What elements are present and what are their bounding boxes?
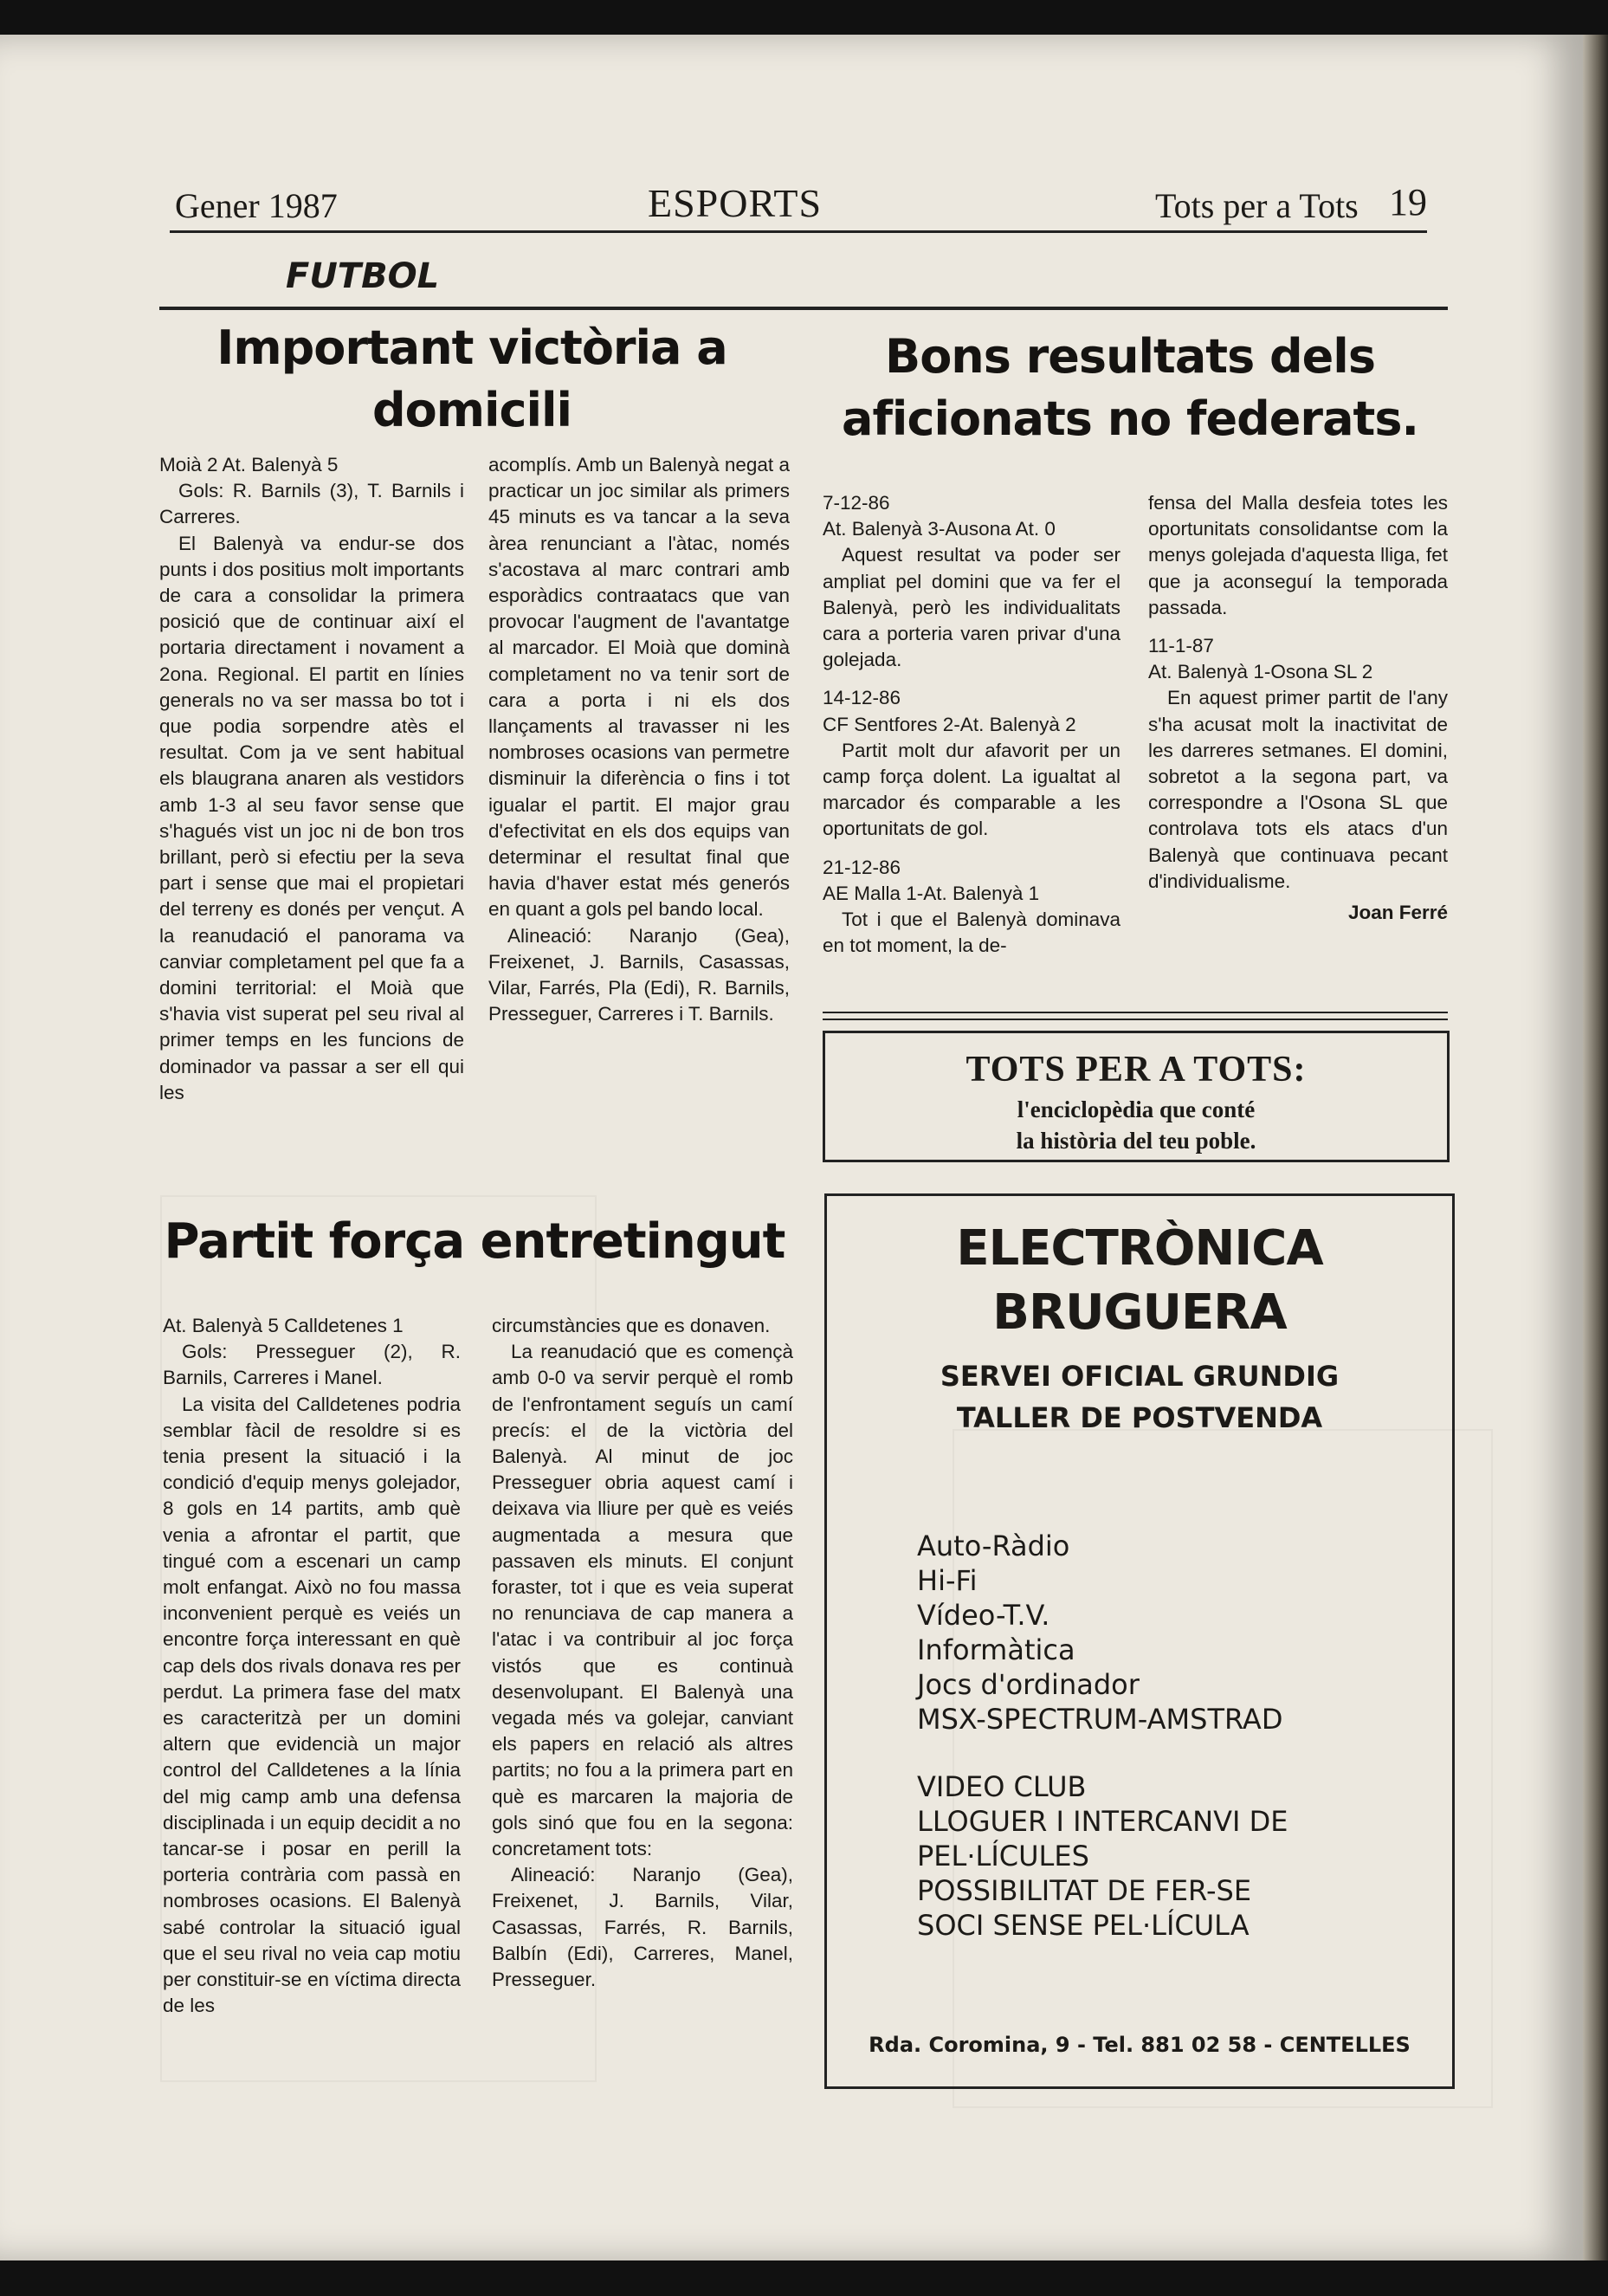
match-date: 21-12-86 [823,856,901,878]
article2-column1 [823,490,1120,959]
goal-scorers: Gols: Presseguer (2), R. Barnils, Carreres i Manel. [163,1341,461,1389]
match-result: At. Balenyà 3-Ausona At. 0 [823,518,1056,540]
article1-headline-line1: Important victòria a [216,320,727,375]
promo-title: TOTS PER A TOTS: [965,1050,1307,1090]
ad-service-item: Hi-Fi [917,1564,978,1597]
match-date: 14-12-86 [823,687,901,709]
article1-column1 [159,452,464,1106]
match-result: AE Malla 1-At. Balenyà 1 [823,882,1040,904]
advertisement-box [824,1193,1455,2089]
match-result: At. Balenyà 1-Osona SL 2 [1148,661,1373,683]
section-kicker: FUTBOL [286,256,440,296]
ad-service-list [917,1529,1452,1737]
ad-service-item: MSX-SPECTRUM-AMSTRAD [917,1703,1283,1736]
ad-subtitle-line1: SERVEI OFICIAL GRUNDIG [940,1360,1340,1393]
match-date: 7-12-86 [823,492,890,514]
ad-service-item: Jocs d'ordinador [917,1668,1140,1701]
ad-service-item: PEL·LÍCULES [917,1840,1089,1872]
article-paragraph: acomplís. Amb un Balenyà negat a practicar un joc similar als primers 45 minuts es va tancar a la seva àrea renunciant a l'àtac, només s'acostava al marc contrari amb esporàdics contraatacs que van provocar l'augment de l'avantatge al marcador. El Moià que dominà completament no va tenir sort de cara a porta i ni els dos llançaments al travasser ni les nombroses ocasions van permetre disminuir la diferència o fins i tot igualar el partit. El major grau d'efectivitat en els dos equips van determinar el resultat final que havia d'haver estat més generós en quant a gols pel bando local. [488,454,790,921]
ad-service-item: POSSIBILITAT DE FER-SE [917,1874,1252,1907]
kicker-rule [159,307,1448,310]
author-signature: Joan Ferré [1347,902,1448,924]
header-rule [170,230,1427,233]
article-paragraph: circumstàncies que es donaven. [492,1315,771,1336]
promo-box [823,1031,1450,1162]
section-title: ESPORTS [648,181,823,225]
ad-service-item: Vídeo-T.V. [917,1599,1050,1632]
article2-headline-line2: aficionats no federats. [842,391,1418,446]
issue-date: Gener 1987 [175,186,338,225]
page-number: 19 [1389,181,1427,223]
promo-line1: l'enciclopèdia que conté [1017,1096,1256,1122]
match-date: 11-1-87 [1148,635,1214,657]
ad-title-line2: BRUGUERA [992,1284,1287,1341]
article-paragraph: El Balenyà va endur-se dos punts i dos positius molt importants de cara a consolidar la primera posició que de continuar així el portaria directament i novament a 2ona. Regional. El partit en línies generals no va ser massa bo tot i que podia sorpendre atès el resultat. Com ja ve sent habitual els blaugrana anaren als vestidors amb 1-3 al seu favor sense que s'hagués vist un joc ni de bon tros brillant, però si efectiu per la seva part i sense que mai el propietari del terreny es donés per vençut. A la reanudació el panorama va canviar completament pel que fa a domini territorial: el Moià que s'havia vist superat pel seu rival al primer temps en les funcions de dominador va passar a ser ell qui les [159,532,464,1103]
match-report: Aquest resultat va poder ser ampliat pel domini que va fer el Balenyà, però les individualitats cara a porteria varen privar d'una golejada. [823,544,1120,671]
article2-column2 [1148,490,1448,926]
goal-scorers: Gols: R. Barnils (3), T. Barnils i Carreres. [159,480,464,528]
ad-video-club-list [917,1769,1452,1943]
ad-service-item: VIDEO CLUB [917,1770,1087,1803]
match-report: Partit molt dur afavorit per un camp força dolent. La igualtat al marcador és comparable a les oportunitats de gol. [823,739,1120,840]
ad-service-item: Informàtica [917,1633,1075,1666]
match-report: Tot i que el Balenyà dominava en tot moment, la de- [823,909,1120,957]
article-paragraph: La visita del Calldetenes podria semblar fàcil de resoldre si es tenia present la situació i la condició d'equip menys golejador, 8 gols en 14 partits, amb què venia a afrontar el partit, que tingué com a escenari un camp molt enfangat. Això no fou massa inconvenient perquè es veiés un encontre força interessant en què cap dels dos rivals donava res per perdut. La primera fase del matx es caracteritzà per un domini altern que evidencià un major control del Calldetenes a la línia del mig camp amb una defensa disciplinada i un equip decidit a no tancar-se i posar en perill la porteria contrària com passà en nombroses ocasions. El Balenyà sabé controlar la situació igual que el seu rival no veia cap motiu per constituir-se en víctima directa de les [163,1393,461,2017]
separator-rule [823,1012,1448,1013]
ad-address: Rda. Coromina, 9 - Tel. 881 02 58 - CENTELLES [869,2033,1411,2057]
page-edge [1583,35,1608,2260]
match-score: Moià 2 At. Balenyà 5 [159,454,339,475]
ad-service-item: SOCI SENSE PEL·LÍCULA [917,1909,1250,1942]
article1-headline [165,317,779,442]
lineup: Alineació: Naranjo (Gea), Freixenet, J. Barnils, Casassas, Vilar, Farrés, Pla (Edi), R. Barnils, Presseguer, Carreres i T. Barnils. [488,924,790,1025]
article3-headline: Partit força entretingut [164,1213,785,1270]
article2-headline-line1: Bons resultats dels [885,329,1375,384]
article3-column1 [163,1313,461,2019]
match-result: CF Sentfores 2-At. Balenyà 2 [823,713,1076,735]
ad-subtitle-line2: TALLER DE POSTVENDA [956,1401,1323,1434]
ad-service-item: Auto-Ràdio [917,1530,1070,1562]
lineup: Alineació: Naranjo (Gea), Freixenet, J. Barnils, Vilar, Casassas, Farrés, R. Barnils, Balbín (Edi), Carreres, Manel, Presseguer. [492,1864,793,1991]
match-report: En aquest primer partit de l'any s'ha acusat molt la inactivitat de les darreres setmanes. El domini, sobretot a la segona part, va correspondre a l'Osona SL que controlava tots els atacs d'un Balenyà que continuava pecant d'individualisme. [1148,687,1448,892]
article1-headline-line2: domicili [371,383,572,437]
publication-name: Tots per a Tots [1155,186,1359,225]
separator-rule [823,1019,1448,1020]
article-paragraph: La reanudació que es començà amb 0-0 va servir perquè el romb de l'enfrontament seguís un camí precís: el de la victòria del Balenyà. Al minut de joc Presseguer obria aquest camí i deixava via lliure per què es veiés augmentada a mesura que passaven els minuts. El conjunt foraster, tot i que es veia superat no renunciava de cap manera a l'atac i va contribuir al joc força vistós que es continuà desenvolupant. El Balenyà una vegada més va golejar, canviant els papers en relació als altres partits; no fou a la primera part en què es marcaren la majoria de gols sinó que fou en la segona: concretament tots: [492,1341,793,1860]
article1-column2 [488,452,790,1027]
match-report-continued: fensa del Malla desfeia totes les oportunitats consolidantse com la menys golejada d'aquesta lliga, fet que ja aconseguí la temporada passada. [1148,492,1448,618]
article3-column2 [492,1313,793,1993]
ad-title-line1: ELECTRÒNICA [956,1220,1323,1277]
article2-headline [823,326,1437,450]
ad-service-item: LLOGUER I INTERCANVI DE [917,1805,1288,1838]
match-score: At. Balenyà 5 Calldetenes 1 [163,1315,404,1336]
promo-line2: la història del teu poble. [1016,1128,1256,1154]
